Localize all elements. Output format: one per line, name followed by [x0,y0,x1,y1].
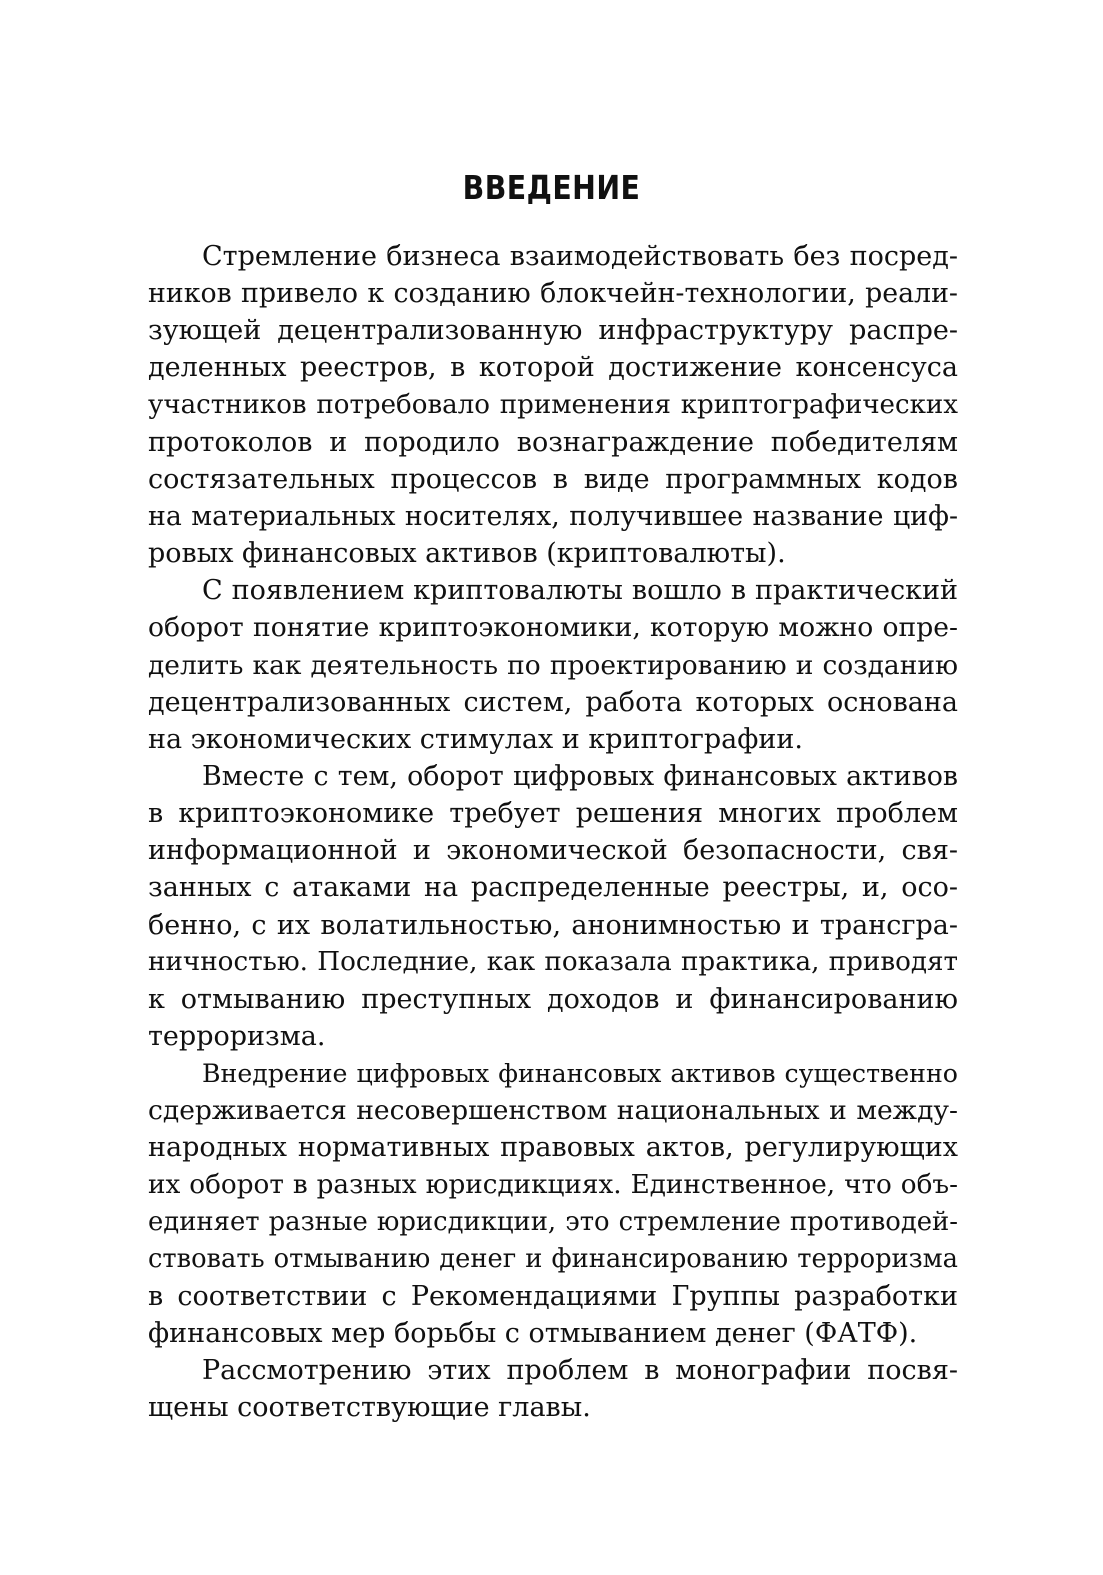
text-line: протоколов и породило вознаграждение победителям [148,426,958,458]
text-line: народных нормативных правовых актов, регулирующих [148,1132,958,1164]
text-line: ников привело к созданию блокчейн-технологии, реали- [148,278,958,310]
text-line: ствовать отмыванию денег и финансированию терроризма [148,1243,958,1274]
text-line: деленных реестров, в которой достижение консенсуса [148,352,958,384]
text-line: зующей децентрализованную инфраструктуру распре- [148,315,958,347]
text-line: Стремление бизнеса взаимодействовать без посред- [202,241,958,272]
text-line: единяет разные юрисдикции, это стремление противодей- [148,1206,958,1237]
text-line: занных с атаками на распределенные реестры, и, осо- [148,872,958,904]
text-line: делить как деятельность по проектированию и созданию [148,649,958,681]
text-line: ничностью. Последние, как показала практика, приводят [148,946,958,977]
page-title: ВВЕДЕНИЕ [462,168,641,207]
text-line: в криптоэкономике требует решения многих проблем [148,798,958,830]
text-line: ровых финансовых активов (криптовалюты). [148,538,786,570]
text-line: состязательных процессов в виде программных кодов [148,463,958,495]
text-line: в соответствии с Рекомендациями Группы разработки [148,1280,958,1312]
text-line: к отмыванию преступных доходов и финансированию [148,983,958,1015]
text-line: финансовых мер борьбы с отмыванием денег (ФАТФ). [148,1318,918,1350]
text-line: информационной и экономической безопасности, свя- [148,835,958,867]
text-line: щены соответствующие главы. [148,1392,591,1424]
text-line: децентрализованных систем, работа которых основана [148,686,958,718]
text-line: терроризма. [148,1020,326,1052]
text-line: Рассмотрению этих проблем в монографии посвя- [202,1355,958,1387]
body-text [148,238,958,1427]
text-line: участников потребовало применения криптографических [148,389,958,420]
text-line: на экономических стимулах и криптографии. [148,723,803,755]
text-line: их оборот в разных юрисдикциях. Единственное, что объ- [148,1169,958,1200]
text-line: сдерживается несовершенством национальных и между- [148,1095,958,1127]
text-line: Внедрение цифровых финансовых активов существенно [202,1059,958,1089]
text-line: Вместе с тем, оборот цифровых финансовых активов [202,760,958,792]
text-line: оборот понятие криптоэкономики, которую можно опре- [148,612,958,644]
text-line: С появлением криптовалюты вошло в практический [202,575,958,607]
text-line: бенно, с их волатильностью, анонимностью и трансгра- [148,909,958,941]
text-line: на материальных носителях, получившее название циф- [148,500,958,532]
